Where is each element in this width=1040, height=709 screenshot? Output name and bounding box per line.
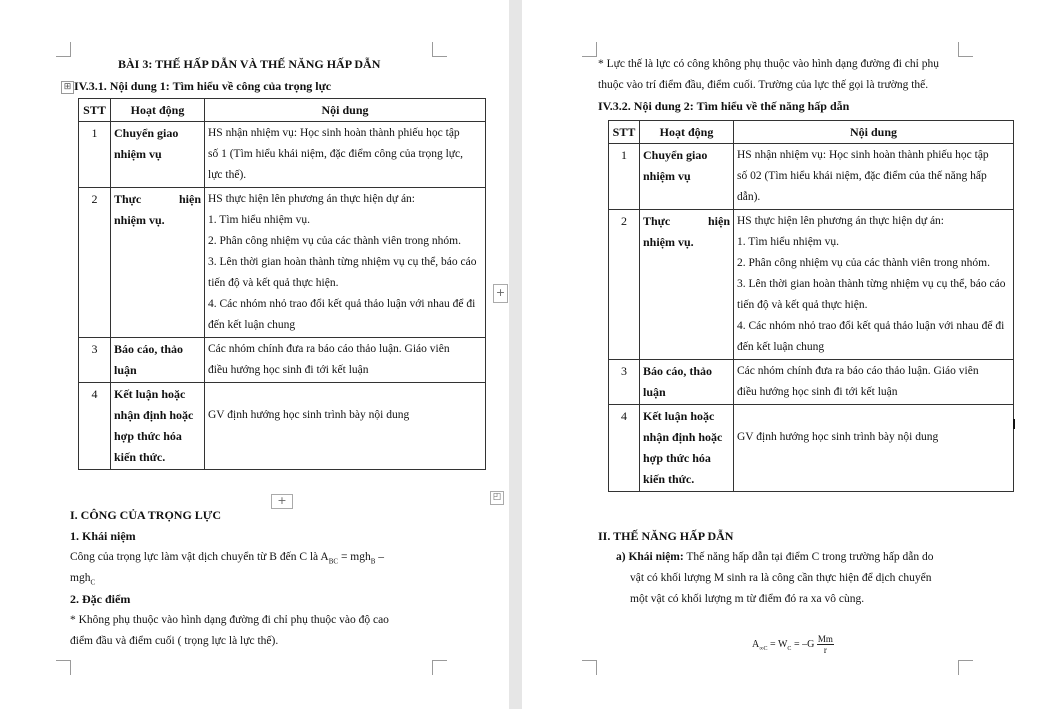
activity-line: luận [643,385,666,399]
concept-text: – [375,551,385,563]
table-row [609,405,1014,492]
content-line: 1. Tìm hiểu nhiệm vụ. [208,214,311,226]
fraction-numerator: Mm [817,634,833,644]
activity-line: Thực hiện [643,214,730,228]
crop-mark [432,660,447,675]
row-stt: 3 [609,360,640,405]
subscript: C [787,645,792,652]
force-note: * Lực thế là lực có công không phụ thuộc vào hình dạng đường đi chỉ phụ [598,58,939,70]
row-content [734,210,1014,360]
content-line: lực thế). [208,169,247,181]
row-activity [640,210,734,360]
row-activity [111,122,205,188]
row-stt: 2 [79,188,111,338]
row-content [205,338,486,383]
table-row [609,210,1014,360]
crop-mark [56,42,71,57]
row-stt: 3 [79,338,111,383]
activity-line: hợp thức hóa [643,451,711,465]
content-line: 4. Các nhóm nhỏ trao đổi kết quả thảo luận với nhau để đi [208,298,476,310]
content-line: GV định hướng học sinh trình bày nội dung [737,431,939,443]
content-line: đến kết luận chung [208,319,296,331]
document-page-right [522,0,1040,709]
table-header-row [609,121,1014,144]
concept-text: Công của trọng lực làm vật dịch chuyển từ B đến C là A [70,551,329,563]
potential-formula [752,634,834,655]
header-content: Nội dung [205,99,486,122]
heading-features: 2. Đặc điểm [70,592,131,606]
row-activity [111,383,205,470]
row-stt: 1 [79,122,111,188]
heading-concept: 1. Khái niệm [70,529,136,543]
header-stt: STT [79,99,111,122]
content-line: đến kết luận chung [737,341,825,353]
activity-line: nhiệm vụ. [643,235,694,249]
formula-term: = –G [791,638,817,650]
activity-table-2 [608,120,1014,492]
content-line: tiến độ và kết quả thực hiện. [737,299,868,311]
content-line: số 1 (Tìm hiểu khái niệm, đặc điểm công của trọng lực, [208,148,464,160]
activity-line: Kết luận hoặc [114,387,186,401]
activity-line: kiến thức. [114,450,166,464]
concept-paragraph [70,547,384,572]
crop-mark [432,42,447,57]
formula-term: A [752,638,760,650]
row-activity [640,405,734,492]
content-line: điều hướng học sinh đi tới kết luận [737,386,898,398]
row-stt: 4 [79,383,111,470]
row-stt: 4 [609,405,640,492]
content-line: dẫn). [737,191,761,203]
content-line: số 02 (Tìm hiểu khái niệm, đặc điểm của thế năng hấp [737,170,987,182]
header-activity: Hoạt động [111,99,205,122]
add-column-icon[interactable]: + [493,284,508,303]
activity-line: nhiệm vụ [114,147,162,161]
content-line [208,384,482,405]
activity-line: nhiệm vụ. [114,213,165,227]
row-content [205,122,486,188]
activity-line: nhận định hoặc [643,430,723,444]
crop-mark [582,42,597,57]
row-content [734,360,1014,405]
crop-mark [958,660,973,675]
add-row-icon[interactable]: + [271,494,293,509]
table-resize-handle-icon[interactable]: ◰ [490,491,504,505]
force-note: thuộc vào trí điểm đầu, điểm cuối. Trường của lực thế gọi là trường thế. [598,79,929,91]
concept-label: a) Khái niệm: [616,551,684,563]
activity-line: nhiệm vụ [643,169,691,183]
table-header-row [79,99,486,122]
activity-line: luận [114,363,137,377]
feature-text: điểm đầu và điểm cuối ( trọng lực là lực thế). [70,635,279,647]
concept-text: = mgh [338,551,371,563]
row-activity [111,188,205,338]
content-line [737,406,1010,427]
content-line: 2. Phân công nhiệm vụ của các thành viên trong nhóm. [737,257,990,269]
activity-line: Báo cáo, thảo [643,364,712,378]
section-heading-2: IV.3.2. Nội dung 2: Tìm hiểu về thế năng hấp dẫn [598,99,850,113]
text-cursor [1013,419,1015,429]
subscript: B [370,557,376,566]
row-content [205,383,486,470]
content-line: 3. Lên thời gian hoàn thành từng nhiệm vụ cụ thể, báo cáo [737,278,1006,290]
activity-line: Chuyển giao [643,148,708,162]
table-row [609,360,1014,405]
content-line: 3. Lên thời gian hoàn thành từng nhiệm vụ cụ thể, báo cáo [208,256,477,268]
activity-line: kiến thức. [643,472,695,486]
row-content [205,188,486,338]
table-row [79,188,486,338]
content-line: điều hướng học sinh đi tới kết luận [208,364,369,376]
table-row [79,383,486,470]
activity-table-1 [78,98,486,470]
content-line: 4. Các nhóm nhỏ trao đổi kết quả thảo luận với nhau để đi [737,320,1005,332]
crop-mark [582,660,597,675]
table-row [79,122,486,188]
content-line: Các nhóm chính đưa ra báo cáo thảo luận. Giáo viên [737,365,979,377]
potential-concept [616,547,933,568]
heading-gravitational-potential: II. THẾ NĂNG HẤP DẪN [598,529,734,543]
row-content [734,144,1014,210]
activity-line: Chuyển giao [114,126,179,140]
header-stt: STT [609,121,640,144]
formula-fraction [817,634,834,655]
row-content [734,405,1014,492]
row-activity [640,360,734,405]
table-row [79,338,486,383]
activity-line: Báo cáo, thảo [114,342,183,356]
content-line: HS thực hiện lên phương án thực hiện dự án: [208,193,415,205]
table-move-handle-icon[interactable]: ⊞ [61,81,74,94]
row-activity [640,144,734,210]
heading-work-of-gravity: I. CÔNG CỦA TRỌNG LỰC [70,508,222,522]
subscript: C [90,578,96,587]
subscript: ∞C [759,645,768,652]
lesson-title: BÀI 3: THẾ HẤP DẪN VÀ THẾ NĂNG HẤP DẪN [118,57,381,71]
concept-text: một vật có khối lượng m từ điểm đó ra xa vô cùng. [630,593,865,605]
formula-term: = W [767,638,788,650]
feature-text: * Không phụ thuộc vào hình dạng đường đi chỉ phụ thuộc vào độ cao [70,614,389,626]
crop-mark [56,660,71,675]
content-line: GV định hướng học sinh trình bày nội dung [208,409,410,421]
activity-line: nhận định hoặc [114,408,194,422]
concept-text: mgh [70,572,91,584]
content-line: tiến độ và kết quả thực hiện. [208,277,339,289]
document-page-left [0,0,509,709]
content-line: 1. Tìm hiểu nhiệm vụ. [737,236,840,248]
content-line: HS nhận nhiệm vụ: Học sinh hoàn thành phiếu học tập [737,149,989,161]
content-line: HS nhận nhiệm vụ: Học sinh hoàn thành phiếu học tập [208,127,460,139]
section-heading-1: IV.3.1. Nội dung 1: Tìm hiểu về công của trọng lực [74,79,332,93]
subscript: BC [328,557,339,566]
header-activity: Hoạt động [640,121,734,144]
table-row [609,144,1014,210]
concept-text: vật có khối lượng M sinh ra là công cần thực hiện để dịch chuyển [630,572,932,584]
row-stt: 1 [609,144,640,210]
content-line: 2. Phân công nhiệm vụ của các thành viên trong nhóm. [208,235,461,247]
header-content: Nội dung [734,121,1014,144]
concept-text: Thế năng hấp dẫn tại điểm C trong trường hấp dẫn do [683,551,934,563]
activity-line: Kết luận hoặc [643,409,715,423]
row-stt: 2 [609,210,640,360]
activity-line: Thực hiện [114,192,201,206]
crop-mark [958,42,973,57]
activity-line: hợp thức hóa [114,429,182,443]
content-line: Các nhóm chính đưa ra báo cáo thảo luận. Giáo viên [208,343,450,355]
content-line: HS thực hiện lên phương án thực hiện dự án: [737,215,944,227]
row-activity [111,338,205,383]
fraction-denominator: r [823,645,827,655]
